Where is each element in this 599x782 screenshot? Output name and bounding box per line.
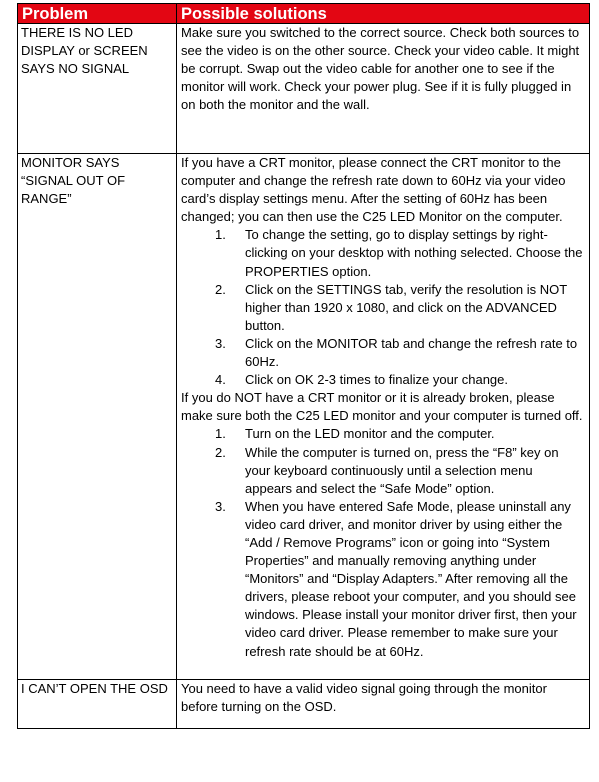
list-item: [181, 444, 583, 498]
step-number: 2.: [215, 444, 226, 460]
step-number: 1.: [215, 227, 226, 243]
step-text: Click on the MONITOR tab and change the refresh rate to 60Hz.: [245, 335, 578, 370]
solution-cell: [177, 154, 590, 680]
step-text: Click on OK 2-3 times to finalize your change.: [245, 372, 509, 388]
solutions-header: Possible solutions: [177, 4, 590, 24]
step-text: To change the setting, go to display settings by right-clicking on your desktop with nothing selected. Choose the PROPERTIES option.: [245, 227, 583, 279]
problem-cell: THERE IS NO LED DISPLAY or SCREEN SAYS NO SIGNAL: [18, 24, 177, 154]
spacer: [181, 661, 583, 679]
solution-cell: Make sure you switched to the correct source. Check both sources to see the video is on the other source. Check your video cable. It might be corrupt. Swap out the video cable for another one to see if the monitor will work. Check your power plug. See if it is fully plugged in on both the monitor and the wall.: [177, 24, 590, 154]
list-item: [181, 371, 583, 389]
list-item: [181, 498, 583, 661]
step-number: 3.: [215, 335, 226, 351]
solution-cell: You need to have a valid video signal going through the monitor before turning on the OSD.: [177, 679, 590, 728]
step-number: 1.: [215, 426, 226, 442]
step-number: 4.: [215, 372, 226, 388]
problem-header: Problem: [18, 4, 177, 24]
solution-intro: If you have a CRT monitor, please connect the CRT monitor to the computer and change the refresh rate down to 60Hz via your video card’s display settings menu. After the setting of 60Hz has been changed; you can then use the C25 LED Monitor on the computer.: [181, 155, 566, 225]
problem-cell: I CAN’T OPEN THE OSD: [18, 679, 177, 728]
list-item: [181, 226, 583, 280]
table-row: [18, 154, 590, 680]
step-text: Turn on the LED monitor and the computer.: [245, 426, 495, 442]
table-row: [18, 24, 590, 154]
list-item: [181, 335, 583, 371]
table-row: [18, 679, 590, 728]
step-text: Click on the SETTINGS tab, verify the resolution is NOT higher than 1920 x 1080, and click on the ADVANCED button.: [245, 281, 567, 333]
step-number: 3.: [215, 498, 226, 514]
problem-cell: MONITOR SAYS “SIGNAL OUT OF RANGE”: [18, 154, 177, 680]
steps-list-crt: [181, 226, 583, 389]
step-text: While the computer is turned on, press the “F8” key on your keyboard continuously until a selection menu appears and select the “Safe Mode” option.: [245, 444, 559, 496]
step-text: When you have entered Safe Mode, please uninstall any video card driver, and monitor driver by using either the “Add / Remove Programs” icon or going into “System Properties” and manually removing anything under “Monitors” and “Display Adapters.” After removing all the drivers, please reboot your computer, and you should see windows. Please install your monitor driver first, then your video card driver. Please remember to make sure your refresh rate should be at 60Hz.: [245, 498, 577, 659]
step-number: 2.: [215, 281, 226, 297]
troubleshooting-table: [17, 3, 590, 729]
solution-middle: If you do NOT have a CRT monitor or it is already broken, please make sure both the C25 LED monitor and your computer is turned off.: [181, 390, 583, 424]
header-row: [18, 4, 590, 24]
steps-list-safe-mode: [181, 425, 583, 660]
list-item: [181, 425, 583, 443]
list-item: [181, 281, 583, 335]
